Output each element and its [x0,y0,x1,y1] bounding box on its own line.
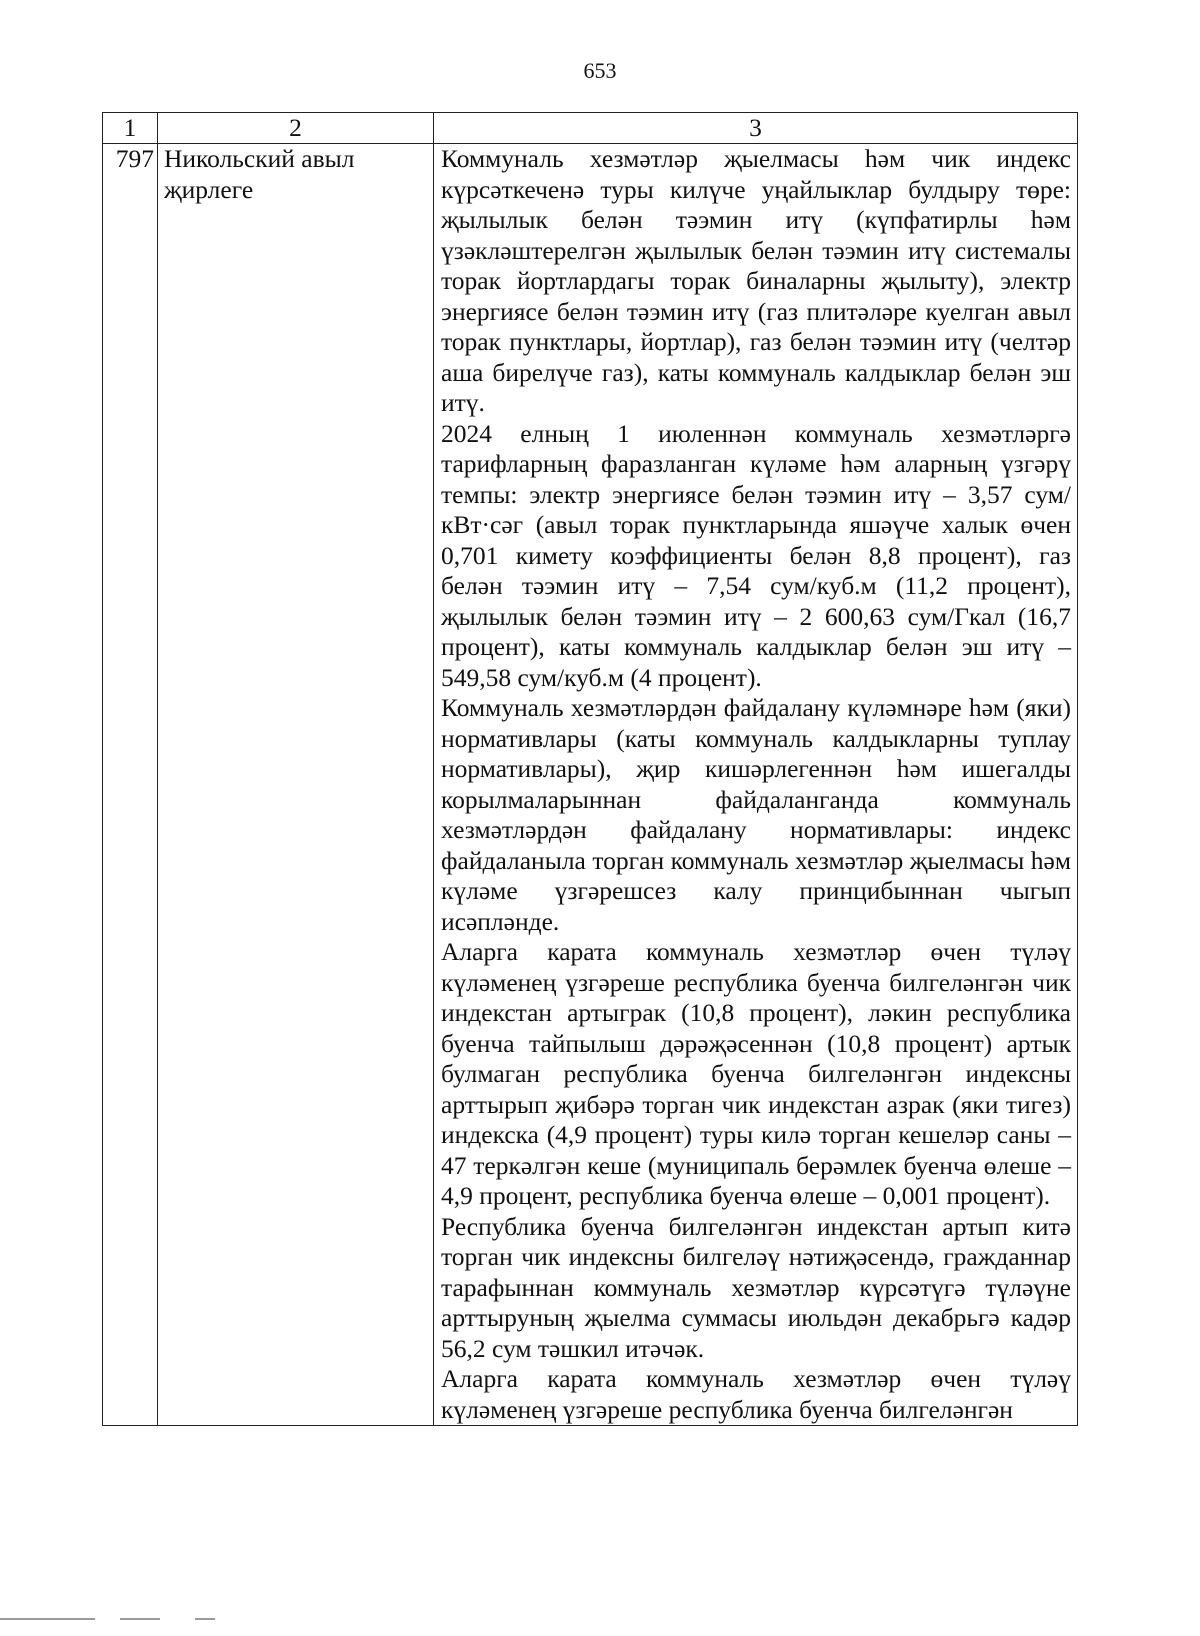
table-header-row [103,113,1078,144]
settlement-name-cell: Никольский авыл җирлеге [158,144,434,1426]
scan-edge-marks [0,1618,240,1624]
document-table [102,112,1078,1426]
table-row [103,144,1078,1426]
paragraph-utilities-type: Коммуналь хезмәтләр җыелмасы һәм чик индекс күрсәткеченә туры килүче уңайлыклар булдыру төре: җылылык белән тәэмин итү (күпфатирлы һәм үзәкләштерелгән җылылык белән тәэмин итү системалы торак йортлардагы торак биналарны җылыту), электр энергиясе белән тәэмин итү (газ плитәләре куелган авыл торак пунктлары, йортлар), газ белән тәэмин итү (челтәр аша бирелүче газ), каты коммуналь калдыклар белән эш итү. [441,144,1071,417]
paragraph-payment-increase: Республика буенча билгеләнгән индекстан артып китә торган чик индексны билгеләү нәтиҗәсендә, гражданнар тарафыннан коммуналь хезмәтләр күрсәтүгә түләүне арттыруның җыелма суммасы июльдән декабрьгә кадәр 56,2 сум тәшкил итәчәк. [441,1211,1071,1363]
column-header-number: 1 [103,113,158,144]
paragraph-tariffs: 2024 елның 1 июленнән коммуналь хезмәтләргә тарифларның фаразланган күләме һәм аларның үзгәрү темпы: электр энергиясе белән тәэмин итү – 3,57 сум/кВт·сәг (авыл торак пунктларында яшәүче халык өчен 0,701 кимету коэффициенты белән 8,8 процент), газ белән тәэмин итү – 7,54 сум/куб.м (11,2 процент), җылылык белән тәэмин итү – 2 600,63 сум/Гкал (16,7 процент), каты коммуналь калдыклар белән эш итү – 549,58 сум/куб.м (4 процент). [441,418,1071,692]
paragraph-continued: Аларга карата коммуналь хезмәтләр өчен түләү күләменең үзгәреше республика буенча билгеләнгән [441,1364,1071,1424]
paragraph-consumption-norms: Коммуналь хезмәтләрдән файдалану күләмнәре һәм (яки) нормативлары (каты коммуналь калдыкларны туплау нормативлары), җир кишәрлегеннән һәм ишегалды корылмаларыннан файдаланганда коммуналь хезмәтләрдән файдалану нормативлары: индекс файдаланыла торган коммуналь хезмәтләр җыелмасы һәм күләме үзгәрешсез калу принцибыннан чыгып исәпләнде. [441,693,1071,936]
page-number: 653 [583,58,617,83]
description-cell [434,144,1078,1426]
row-number-cell: 797 [103,144,158,1426]
column-header-description: 3 [434,113,1078,144]
paragraph-affected-population: Аларга карата коммуналь хезмәтләр өчен түләү күләменең үзгәреше республика буенча билгеләнгән чик индекстан артыграк (10,8 процент), ләкин республика буенча тайпылыш дәрәҗәсеннән (10,8 процент) артык булмаган республика буенча билгеләнгән индексны арттырып җибәрә торган чик индекстан азрак (яки тигез) индекска (4,9 процент) туры килә торган кешеләр саны – 47 теркәлгән кеше (муниципаль берәмлек буенча өлеше – 4,9 процент, республика буенча өлеше – 0,001 процент). [441,937,1071,1210]
column-header-name: 2 [158,113,434,144]
